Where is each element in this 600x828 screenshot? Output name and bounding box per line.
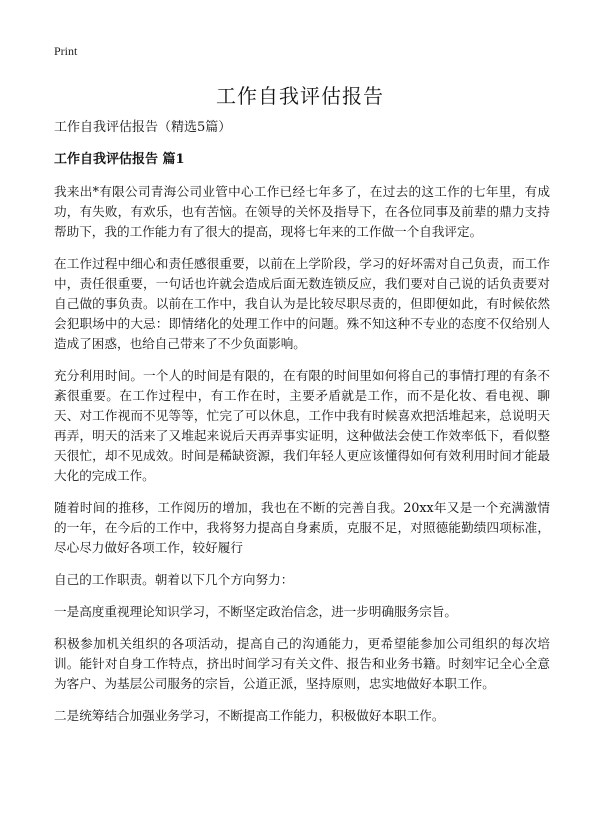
paragraph: 我来出*有限公司青海公司业管中心工作已经七年多了，在过去的这工作的七年里，有成功，有失败，有欢乐，也有苦恼。在领导的关怀及指导下，在各位同事及前辈的鼎力支持帮助下，我的工作能力有了很大的提高，现将七年来的工作做一个自我评定。: [54, 184, 550, 239]
section-heading: 工作自我评估报告 篇1: [54, 152, 185, 167]
paragraph: 自己的工作职责。朝着以下几个方向努力：: [54, 572, 294, 587]
page-title: 工作自我评估报告: [216, 84, 384, 108]
paragraph: 随着时间的推移，工作阅历的增加，我也在不断的完善自我。20xx年又是一个充满激情的一年，在今后的工作中，我将努力提高自身素质，克服不足，对照德能勤绩四项标准，尽心尽力做好各项工作，较好履行: [54, 500, 550, 555]
document-body: [54, 118, 550, 738]
paragraph: 二是统筹结合加强业务学习，不断提高工作能力，积极做好本职工作。: [54, 708, 445, 723]
paragraph: 一是高度重视理论知识学习，不断坚定政治信念，进一步明确服务宗旨。: [54, 604, 457, 619]
document-subtitle: 工作自我评估报告（精选5篇）: [54, 120, 232, 135]
paragraph: 积极参加机关组织的各项活动，提高自己的沟通能力，更希望能参加公司组织的每次培训。能针对自身工作特点，挤出时间学习有关文件、报告和业务书籍。时刻牢记全心全意为客户、为基层公司服务的宗旨，公道正派，坚持原则，忠实地做好本职工作。: [54, 636, 550, 691]
paragraph: 充分利用时间。一个人的时间是有限的，在有限的时间里如何将自己的事情打理的有条不紊很重要。在工作过程中，有工作在时，主要矛盾就是工作，而不是化妆、看电视、聊天、对工作视而不见等等，忙完了可以休息，工作中我有时候喜欢把活堆起来，总说明天再弄，明天的活来了又堆起来说后天再弄事实证明，这种做法会使工作效率低下，看似整天很忙，却不见成效。时间是稀缺资源，我们年轻人更应该懂得如何有效利用时间才能最大化的完成工作。: [54, 368, 550, 483]
paragraph: 在工作过程中细心和责任感很重要，以前在上学阶段，学习的好坏需对自己负责，而工作中，责任很重要，一句话也许就会造成后面无数连锁反应，我们要对自己说的话负责要对自己做的事负责。以前在工作中，我自认为是比较尽职尽责的，但即便如此，有时候依然会犯职场中的大忌：即情绪化的处理工作中的问题。殊不知这种不专业的态度不仅给别人造成了困惑，也给自己带来了不少负面影响。: [54, 256, 550, 351]
print-link[interactable]: Print: [54, 44, 78, 58]
